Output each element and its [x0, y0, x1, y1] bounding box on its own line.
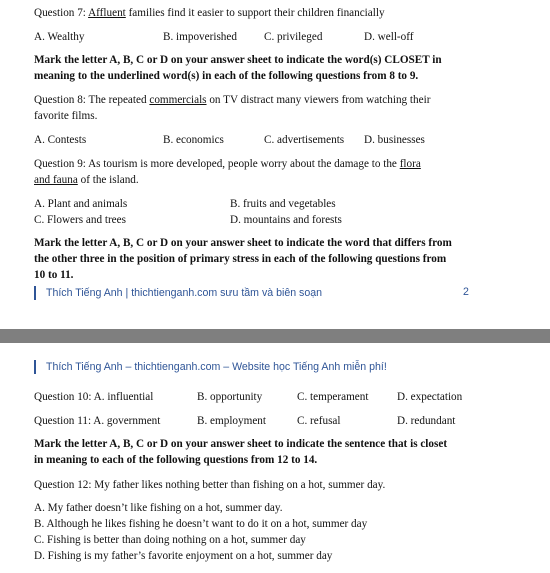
underlined-word: and fauna: [34, 174, 78, 186]
q7-option-c: C. privileged: [264, 31, 323, 43]
q11-option-b: B. employment: [197, 415, 266, 427]
q11-option-c: C. refusal: [297, 415, 341, 427]
footer-accent-bar: [34, 286, 36, 300]
question-8-stem: Question 8: The repeated commercials on TV distract many viewers from watching their: [34, 94, 431, 106]
q7-option-a: A. Wealthy: [34, 31, 85, 43]
instruction-10-11-line1: Mark the letter A, B, C or D on your answer sheet to indicate the word that differs from: [34, 237, 452, 249]
underlined-word: commercials: [149, 94, 207, 106]
instruction-10-11-line2: the other three in the position of primary stress in each of the following questions from: [34, 253, 447, 265]
q11-option-d: D. redundant: [397, 415, 456, 427]
question-11-label: Question 11: A. government: [34, 415, 161, 427]
instruction-8-9-line2: meaning to the underlined word(s) in each of the following questions from 8 to 9.: [34, 70, 419, 82]
question-9-stem-line2: and fauna of the island.: [34, 174, 139, 186]
q10-option-d: D. expectation: [397, 391, 463, 403]
q9-option-b: B. fruits and vegetables: [230, 198, 336, 210]
underlined-word: flora: [399, 158, 421, 170]
q9-option-d: D. mountains and forests: [230, 214, 342, 226]
q9-option-c: C. Flowers and trees: [34, 214, 126, 226]
q12-option-a: A. My father doesn’t like fishing on a hot, summer day.: [34, 502, 283, 514]
page-footer: Thích Tiếng Anh | thichtienganh.com sưu tầm và biên soạn: [46, 287, 323, 299]
question-8-stem-line2: favorite films.: [34, 110, 98, 122]
instruction-12-14-line2: in meaning to each of the following questions from 12 to 14.: [34, 454, 318, 466]
q12-option-b: B. Although he likes fishing he doesn’t want to do it on a hot, summer day: [34, 518, 368, 530]
underlined-word: Affluent: [88, 7, 126, 19]
q10-option-b: B. opportunity: [197, 391, 263, 403]
q8-option-d: D. businesses: [364, 134, 425, 146]
question-9-stem: Question 9: As tourism is more developed, people worry about the damage to the flora: [34, 158, 421, 170]
instruction-8-9-line1: Mark the letter A, B, C or D on your answer sheet to indicate the word(s) CLOSET in: [34, 54, 442, 66]
q7-option-d: D. well-off: [364, 31, 414, 43]
header-accent-bar: [34, 360, 36, 374]
q12-option-d: D. Fishing is my father’s favorite enjoyment on a hot, summer day: [34, 550, 333, 562]
q10-option-c: C. temperament: [297, 391, 369, 403]
instruction-10-11-line3: 10 to 11.: [34, 269, 74, 281]
question-10-label: Question 10: A. influential: [34, 391, 154, 403]
q8-option-c: C. advertisements: [264, 134, 345, 146]
q9-option-a: A. Plant and animals: [34, 198, 128, 210]
page-number: 2: [463, 286, 469, 298]
document-page-2: [0, 343, 550, 573]
q7-option-b: B. impoverished: [163, 31, 237, 43]
q12-option-c: C. Fishing is better than doing nothing on a hot, summer day: [34, 534, 306, 546]
page-separator: [0, 329, 550, 343]
page-header: Thích Tiếng Anh – thichtienganh.com – Website học Tiếng Anh miễn phí!: [46, 361, 387, 373]
q8-option-b: B. economics: [163, 134, 224, 146]
question-7-stem: Question 7: Affluent families find it easier to support their children financially: [34, 7, 385, 19]
question-12-stem: Question 12: My father likes nothing better than fishing on a hot, summer day.: [34, 479, 386, 491]
q8-option-a: A. Contests: [34, 134, 87, 146]
instruction-12-14-line1: Mark the letter A, B, C or D on your answer sheet to indicate the sentence that is closet: [34, 438, 448, 450]
